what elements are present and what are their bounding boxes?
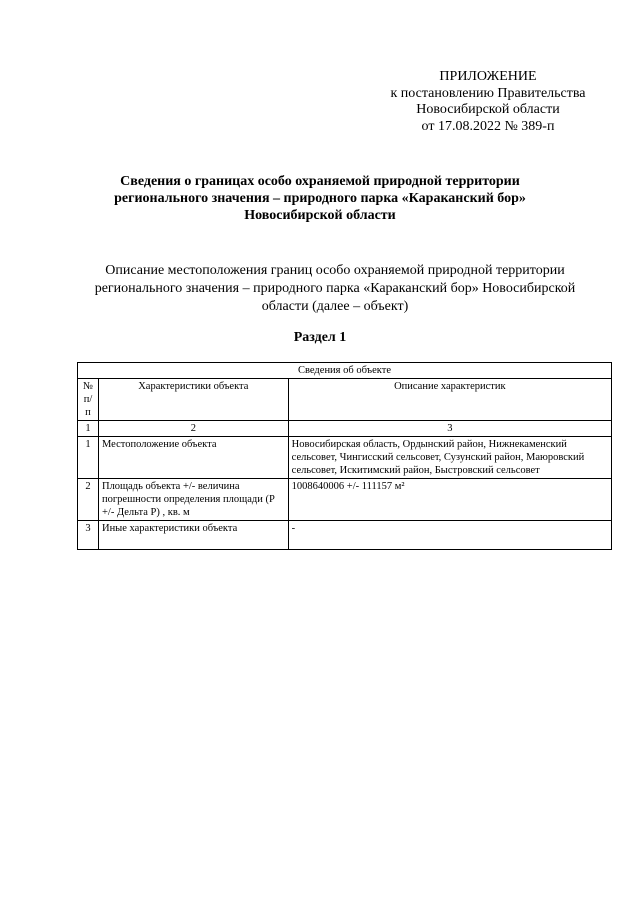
header-description: Описание характеристик (288, 379, 611, 421)
row-name: Местоположение объекта (98, 437, 288, 479)
table-row (78, 437, 612, 479)
table-caption-row (78, 363, 612, 379)
row-value: Новосибирская область, Ордынский район, Нижнекаменский сельсовет, Чингисский сельсовет, Сузунский район, Маюровский сельсовет, Искитимский район, Быстровский сельсовет (288, 437, 611, 479)
appendix-header (368, 69, 608, 135)
description-line-2: регионального значения – природного парка «Караканский бор» Новосибирской (94, 281, 576, 296)
row-value: 1008640006 +/- 111157 м² (288, 479, 611, 521)
object-info-table (77, 362, 612, 550)
numbering-cell: 2 (98, 421, 288, 437)
appendix-date-number: от 17.08.2022 № 389-п (421, 118, 555, 134)
section-title: Раздел 1 (293, 330, 347, 345)
row-name: Иные характеристики объекта (98, 521, 288, 550)
table-numbering-row (78, 421, 612, 437)
header-num: № п/п (78, 379, 99, 421)
numbering-cell: 3 (288, 421, 611, 437)
row-value: - (288, 521, 611, 550)
row-num: 3 (78, 521, 99, 550)
table-row (78, 479, 612, 521)
row-name: Площадь объекта +/- величина погрешности определения площади (Р +/- Дельта Р) , кв. м (98, 479, 288, 521)
table-caption: Сведения об объекте (78, 363, 612, 379)
document-title (40, 173, 600, 224)
title-line-1: Сведения о границах особо охраняемой природной территории (120, 174, 520, 189)
appendix-label: ПРИЛОЖЕНИЕ (439, 69, 537, 84)
row-num: 1 (78, 437, 99, 479)
description-line-3: области (далее – объект) (261, 299, 409, 314)
appendix-resolution-line: к постановлению Правительства (390, 85, 586, 101)
numbering-cell: 1 (78, 421, 99, 437)
appendix-region-line: Новосибирской области (416, 102, 560, 117)
title-line-3: Новосибирской области (244, 208, 396, 223)
row-num: 2 (78, 479, 99, 521)
description-line-1: Описание местоположения границ особо охраняемой природной территории (105, 263, 565, 278)
title-line-2: регионального значения – природного парка «Караканский бор» (114, 191, 526, 206)
description-paragraph (60, 262, 610, 316)
header-characteristic: Характеристики объекта (98, 379, 288, 421)
table-header-row (78, 379, 612, 421)
table-row (78, 521, 612, 550)
